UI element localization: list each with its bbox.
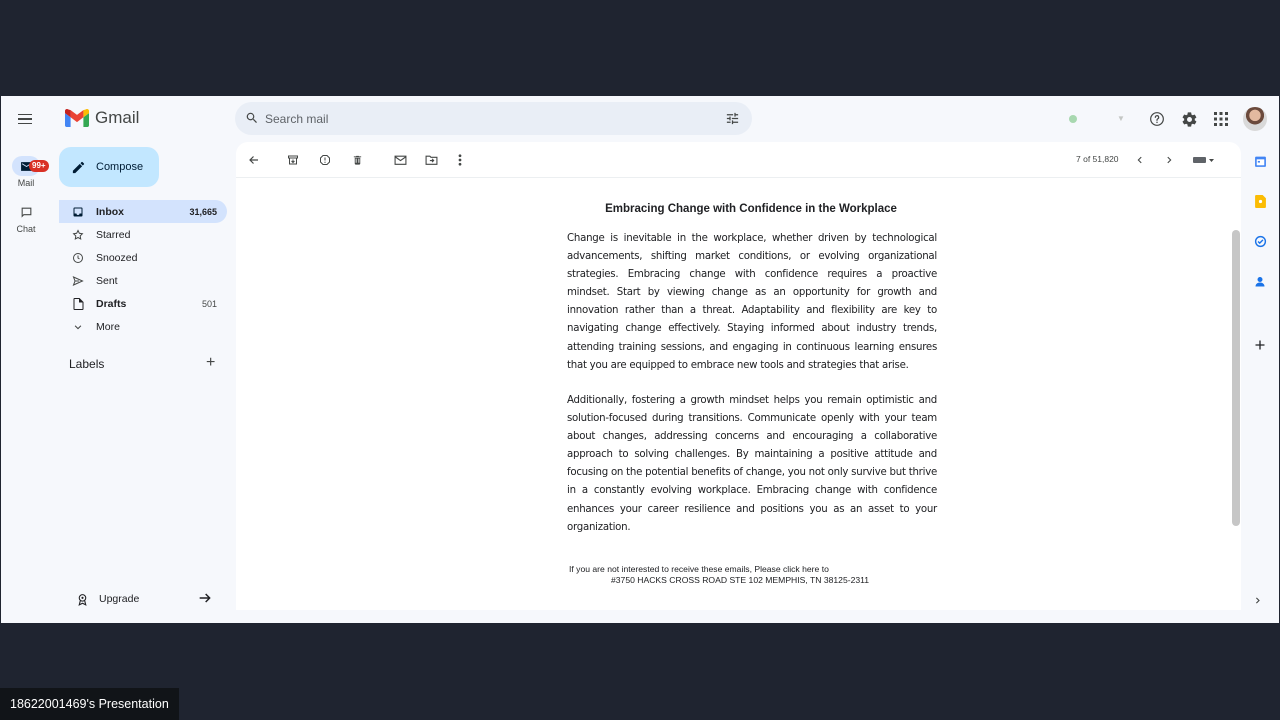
archive-icon[interactable] (284, 151, 302, 169)
search-bar[interactable] (235, 102, 752, 135)
inbox-icon (71, 205, 85, 219)
pencil-icon (71, 160, 86, 175)
nav-inbox-label: Inbox (96, 205, 124, 218)
gmail-logo[interactable] (65, 108, 139, 128)
nav-sent[interactable] (59, 269, 227, 292)
message-body (236, 178, 1241, 610)
back-arrow-icon[interactable] (245, 151, 263, 169)
rail-chat-label: Chat (16, 224, 36, 234)
side-panel (1247, 142, 1279, 610)
search-icon[interactable] (245, 111, 259, 125)
keep-notes-icon[interactable] (1253, 194, 1267, 208)
rail-mail-label: Mail (17, 178, 35, 188)
contacts-icon[interactable] (1253, 274, 1267, 288)
settings-gear-icon[interactable] (1177, 107, 1201, 131)
message-toolbar (236, 142, 1241, 178)
mark-unread-icon[interactable] (391, 151, 409, 169)
message-pager: 7 of 51,820 (1076, 154, 1119, 164)
search-options-icon[interactable] (725, 111, 740, 126)
email-footer (569, 564, 869, 585)
rail-mail[interactable] (5, 150, 47, 190)
nav-drafts-label: Drafts (96, 297, 127, 310)
help-icon[interactable] (1145, 107, 1169, 131)
account-avatar[interactable] (1243, 107, 1267, 131)
input-tools-keyboard-icon[interactable] (1191, 151, 1217, 169)
chevron-down-icon: ▼ (1117, 114, 1125, 123)
search-input[interactable] (265, 102, 705, 135)
labels-heading: Labels (69, 357, 105, 371)
status-dot-icon (1069, 115, 1077, 123)
email-title: Embracing Change with Confidence in the Workplace (605, 203, 897, 215)
gmail-window (1, 96, 1279, 623)
report-spam-icon[interactable] (316, 151, 334, 169)
nav-more[interactable] (59, 315, 227, 338)
email-paragraph-1: Change is inevitable in the workplace, whether driven by technological advancements, shifting market conditions, or evolving organizational strategies. Embracing change with confidence requires a proactive mindset. Start by viewing change as an opportunity for growth and innovation rather than a threat. Adaptability and flexibility are key to navigating change effectively. Staying informed about industry trends, attending training sessions, and engaging in continuous learning ensures that you are equipped to embrace new tools and strategies that arise. (567, 233, 937, 371)
star-icon (71, 228, 85, 242)
upgrade-button[interactable] (59, 586, 227, 612)
nav-more-label: More (96, 320, 120, 333)
draft-icon (71, 297, 85, 311)
mail-badge: 99+ (29, 160, 49, 172)
nav-inbox[interactable] (59, 200, 227, 223)
rail-chat[interactable] (5, 196, 47, 236)
nav-sent-label: Sent (96, 274, 118, 287)
next-message-icon[interactable] (1160, 151, 1178, 169)
nav-drafts-count: 501 (201, 298, 217, 309)
add-label-icon[interactable]: + (206, 354, 216, 371)
email-paragraph-2: Additionally, fostering a growth mindset helps you remain optimistic and solution-focused during transitions. Communicate openly with your team about changes, addressing concerns and encouraging a collaborative approach to solving challenges. By maintaining a positive attitude and focusing on the potential benefits of change, you not only survive but thrive in a constantly evolving workplace. Embracing change with confidence enhances your career resilience and positions you as an asset to your organization. (567, 395, 937, 533)
expand-panel-chevron-icon[interactable] (1253, 594, 1262, 608)
presenter-label: 18622001469's Presentation (0, 688, 179, 720)
tasks-icon[interactable] (1253, 234, 1267, 248)
send-icon (71, 274, 85, 288)
sender-address: #3750 HACKS CROSS ROAD STE 102 MEMPHIS, TN 38125-2311 (611, 574, 870, 585)
chevron-down-icon (71, 320, 85, 334)
nav-starred-label: Starred (96, 228, 131, 241)
message-scrollbar[interactable] (1232, 230, 1240, 526)
app-name: Gmail (95, 108, 140, 127)
calendar-icon[interactable] (1253, 154, 1267, 168)
nav-starred[interactable] (59, 223, 227, 246)
upgrade-label: Upgrade (99, 593, 140, 605)
more-options-icon[interactable] (451, 151, 469, 169)
nav-snoozed[interactable] (59, 246, 227, 269)
compose-label: Compose (96, 161, 144, 173)
clock-icon (71, 251, 85, 265)
get-addons-plus-icon[interactable] (1253, 338, 1267, 352)
arrow-right-icon (197, 590, 213, 606)
delete-trash-icon[interactable] (348, 151, 366, 169)
gmail-m-icon (65, 109, 89, 127)
folder-nav (59, 200, 227, 338)
move-to-folder-icon[interactable] (422, 151, 440, 169)
status-indicator[interactable] (1059, 106, 1131, 132)
nav-inbox-count: 31,665 (189, 206, 217, 217)
unsubscribe-text[interactable]: If you are not interested to receive these emails, Please click here to (569, 564, 829, 574)
main-menu-icon[interactable] (13, 107, 37, 131)
compose-button[interactable] (59, 147, 159, 187)
top-bar (1, 96, 1279, 142)
chat-icon (12, 202, 40, 222)
previous-message-icon[interactable] (1131, 151, 1149, 169)
message-panel (236, 142, 1241, 610)
apps-grid-icon[interactable] (1209, 107, 1233, 131)
award-icon (76, 593, 89, 606)
nav-drafts[interactable] (59, 292, 227, 315)
nav-snoozed-label: Snoozed (96, 251, 138, 264)
